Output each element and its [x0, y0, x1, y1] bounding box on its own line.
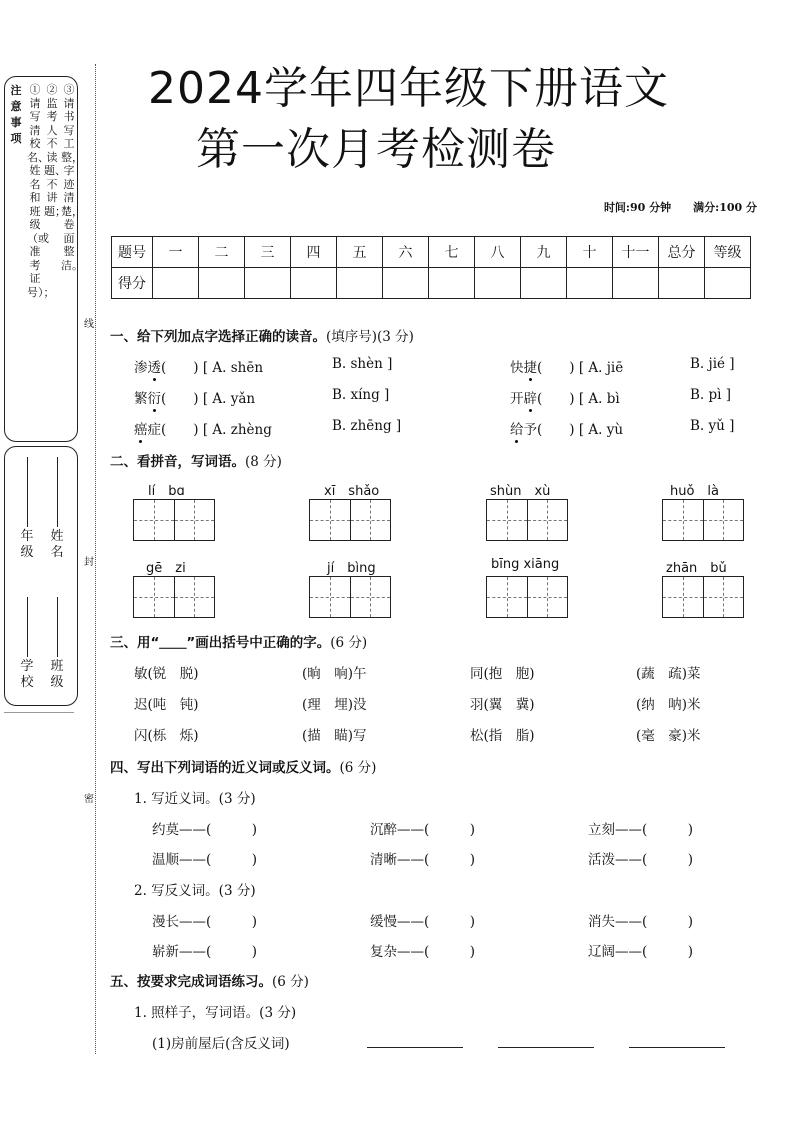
s3-item[interactable]: 羽(翼 冀): [470, 697, 535, 713]
score-cell[interactable]: [521, 268, 567, 299]
antonym-item[interactable]: 辽阔——( ): [588, 944, 694, 960]
score-header-cell: 总分: [659, 237, 705, 268]
section-5-note: (6 分): [272, 974, 309, 990]
s5-sub-1: 1. 照样子，写词语。(3 分): [134, 1005, 297, 1021]
antonym-item[interactable]: 消失——( ): [588, 914, 694, 930]
s1-char-dotted: 给: [510, 422, 524, 438]
score-header-cell: 题号: [112, 237, 153, 268]
section-2-heading: 二、看拼音，写词语。: [110, 454, 245, 470]
section-1-note: (填序号)(3 分): [326, 329, 414, 345]
s1-item-2: [510, 356, 623, 376]
score-cell[interactable]: [567, 268, 613, 299]
full-score: 满分:100 分: [693, 201, 757, 214]
cut-line: [95, 64, 96, 1054]
tianzige-box[interactable]: [662, 499, 744, 541]
cut-label-secret: 密: [84, 794, 94, 805]
s1-char-dotted: 癌: [134, 422, 148, 438]
time-info: [604, 199, 757, 215]
s3-item[interactable]: 松(指 脂): [470, 728, 535, 744]
answer-blank[interactable]: ( ): [161, 422, 199, 438]
page-title-line-2: 第一次月考检测卷: [196, 124, 556, 175]
s1-item-6: [510, 418, 623, 438]
score-cell[interactable]: [429, 268, 475, 299]
antonym-item[interactable]: 缓慢——( ): [370, 914, 476, 930]
section-4-note: (6 分): [339, 760, 377, 776]
synonym-item[interactable]: 清晰——( ): [370, 852, 476, 868]
section-3-heading: 三、用“＿＿”画出括号中正确的字。: [110, 635, 331, 651]
grade-label: 年级: [20, 529, 34, 560]
school-field[interactable]: [27, 597, 28, 657]
s1-char: 渗: [134, 360, 148, 376]
s3-item[interactable]: (理 埋)没: [302, 697, 367, 713]
s1-char: 予: [523, 422, 537, 438]
answer-line[interactable]: [629, 1047, 725, 1048]
section-2-note: (8 分): [245, 454, 282, 470]
score-cell[interactable]: [153, 268, 199, 299]
page-title-line-1: 2024学年四年级下册语文: [148, 63, 669, 114]
s3-item[interactable]: (纳 呐)米: [636, 697, 701, 713]
s3-item[interactable]: (蔬 疏)菜: [636, 666, 701, 682]
answer-blank[interactable]: ( ): [161, 391, 199, 407]
antonym-item[interactable]: 崭新——( ): [152, 944, 258, 960]
s1-char: 开: [510, 391, 524, 407]
score-table-header-row: [112, 237, 751, 268]
s3-item[interactable]: 闪(栎 烁): [134, 728, 199, 744]
pinyin-label: lí bɑ: [148, 484, 185, 499]
notice-line-1: ①请写清校名、姓名和班级（或准考证号）；: [27, 83, 55, 299]
score-header-cell: 十一: [613, 237, 659, 268]
student-info-box: [4, 446, 78, 706]
section-1-heading: 一、给下列加点字选择正确的读音。: [110, 329, 326, 345]
s1-char-dotted: 衍: [147, 391, 161, 407]
option-a: [ A. yǎn: [202, 391, 256, 407]
score-header-cell: 三: [245, 237, 291, 268]
tianzige-box[interactable]: [662, 576, 744, 618]
pinyin-label: zhān bǔ: [666, 561, 727, 576]
answer-blank[interactable]: ( ): [537, 360, 575, 376]
notice-heading: 注意事项: [10, 84, 22, 145]
tianzige-box[interactable]: [486, 499, 568, 541]
score-header-cell: 四: [291, 237, 337, 268]
score-cell[interactable]: [659, 268, 705, 299]
s1-char-dotted: 透: [147, 360, 161, 376]
s3-item[interactable]: 同(抱 胞): [470, 666, 535, 682]
option-a: [ A. shēn: [202, 360, 264, 376]
s1-item-4: [510, 387, 620, 407]
tianzige-box[interactable]: [309, 499, 391, 541]
answer-blank[interactable]: ( ): [161, 360, 199, 376]
answer-line[interactable]: [367, 1047, 463, 1048]
score-header-cell: 七: [429, 237, 475, 268]
time-limit: 时间:90 分钟: [603, 201, 672, 214]
synonym-item[interactable]: 活泼——( ): [588, 852, 694, 868]
class-field[interactable]: [57, 597, 58, 657]
score-header-cell: 五: [337, 237, 383, 268]
section-2-title: [110, 450, 282, 470]
score-cell[interactable]: [383, 268, 429, 299]
option-a: [ A. yù: [578, 422, 624, 438]
s1-item-6-b: B. yǔ ]: [690, 418, 735, 434]
synonym-item[interactable]: 立刻——( ): [588, 822, 694, 838]
score-cell[interactable]: [613, 268, 659, 299]
score-cell[interactable]: [245, 268, 291, 299]
s1-char: 繁: [134, 391, 148, 407]
score-cell[interactable]: [475, 268, 521, 299]
tianzige-box[interactable]: [309, 576, 391, 618]
synonym-item[interactable]: 沉醉——( ): [370, 822, 476, 838]
s3-item[interactable]: 敏(锐 脱): [134, 666, 199, 682]
score-header-cell: 一: [153, 237, 199, 268]
class-label: 班级: [50, 659, 64, 690]
score-cell[interactable]: [291, 268, 337, 299]
cut-label-seal: 封: [84, 557, 94, 568]
answer-blank[interactable]: ( ): [537, 422, 575, 438]
tianzige-box[interactable]: [486, 576, 568, 618]
score-table: [111, 236, 751, 299]
school-label: 学校: [20, 659, 34, 690]
score-header-cell: 二: [199, 237, 245, 268]
synonym-item[interactable]: 约莫——( ): [152, 822, 258, 838]
s1-item-1: [134, 356, 263, 376]
score-header-cell: 九: [521, 237, 567, 268]
score-cell[interactable]: [705, 268, 751, 299]
section-3-title: [110, 631, 367, 651]
synonym-item[interactable]: 温顺——( ): [152, 852, 258, 868]
s3-item[interactable]: (晌 响)午: [302, 666, 367, 682]
s1-item-5: [134, 418, 272, 438]
s3-item[interactable]: (描 瞄)写: [302, 728, 367, 744]
s4-sub-synonyms: 1. 写近义词。(3 分): [134, 791, 256, 807]
grade-field[interactable]: [27, 457, 28, 527]
tianzige-box[interactable]: [133, 499, 215, 541]
margin-divider: [4, 712, 74, 713]
name-field[interactable]: [57, 457, 58, 527]
answer-line[interactable]: [498, 1047, 594, 1048]
s1-char-dotted: 捷: [523, 360, 537, 376]
pinyin-label: bīng xiāng: [491, 557, 560, 572]
score-header-cell: 八: [475, 237, 521, 268]
s1-item-4-b: B. pì ]: [690, 387, 732, 403]
s1-char-dotted: 辟: [523, 391, 537, 407]
score-header-cell: 等级: [705, 237, 751, 268]
pinyin-label: xī shǎo: [324, 484, 380, 499]
pinyin-label: gē zi: [146, 561, 186, 576]
antonym-item[interactable]: 复杂——( ): [370, 944, 476, 960]
section-5-title: [110, 970, 309, 990]
s1-item-1-b: B. shèn ]: [332, 356, 393, 372]
option-a: [ A. zhèng: [202, 422, 272, 438]
score-cell[interactable]: [337, 268, 383, 299]
notice-line-2: ②监考人不读题、不讲题；: [44, 83, 66, 218]
score-table-score-row: [112, 268, 751, 299]
name-label: 姓名: [50, 529, 64, 560]
pinyin-label: shùn xù: [490, 484, 551, 499]
s1-item-5-b: B. zhēng ]: [332, 418, 402, 434]
cut-label-line: 线: [84, 319, 94, 330]
s4-sub-antonyms: 2. 写反义词。(3 分): [134, 883, 256, 899]
section-5-heading: 五、按要求完成词语练习。: [110, 974, 272, 990]
antonym-item[interactable]: 漫长——( ): [152, 914, 258, 930]
s1-char: 症: [147, 422, 161, 438]
s1-char: 快: [510, 360, 524, 376]
notice-line-3: ③请书写工整，字迹清楚，卷面整洁。: [61, 83, 83, 272]
section-4-title: [110, 756, 376, 776]
notice-box: [4, 76, 83, 442]
s1-item-3: [134, 387, 255, 407]
s3-item[interactable]: 迟(吨 钝): [134, 697, 199, 713]
option-a: [ A. bì: [578, 391, 620, 407]
option-a: [ A. jiē: [578, 360, 624, 376]
score-cell[interactable]: [199, 268, 245, 299]
answer-blank[interactable]: ( ): [537, 391, 575, 407]
pinyin-label: huǒ là: [670, 484, 720, 499]
section-1-title: [110, 325, 414, 345]
s3-item[interactable]: (毫 豪)米: [636, 728, 701, 744]
section-3-note: (6 分): [330, 635, 368, 651]
s1-item-3-b: B. xíng ]: [332, 387, 390, 403]
score-header-cell: 十: [567, 237, 613, 268]
score-header-cell: 六: [383, 237, 429, 268]
s1-item-2-b: B. jié ]: [690, 356, 735, 372]
pinyin-label: jí bìng: [327, 561, 376, 576]
s5-example: (1)房前屋后(含反义词): [152, 1036, 290, 1052]
section-4-heading: 四、写出下列词语的近义词或反义词。: [110, 760, 340, 776]
score-row-label: 得分: [112, 268, 153, 299]
tianzige-box[interactable]: [133, 576, 215, 618]
